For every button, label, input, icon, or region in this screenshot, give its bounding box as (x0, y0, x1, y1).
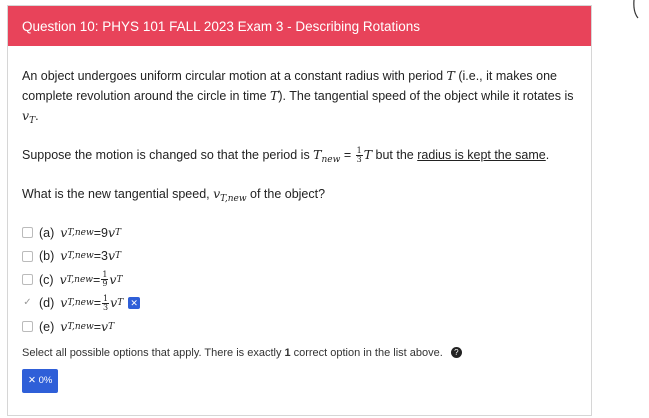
score-badge (22, 369, 58, 393)
option-b[interactable]: (b) v T,new = 3 v T (22, 245, 577, 269)
option-a[interactable]: (a) v T,new = 9 v T (22, 221, 577, 245)
help-icon[interactable]: ? (451, 347, 462, 358)
instructions: Select all possible options that apply. There is exactly 1 correct option in the list above. ? (22, 343, 577, 363)
fraction: $\frac{1}{3}$ (356, 146, 362, 165)
question-paragraph-1: An object undergoes uniform circular motion at a constant radius with period T (i.e., it makes one complete revolution around the circle in time T). The tangential speed of the object while it rotates is $v_T$. (22, 68, 574, 126)
checkbox-icon[interactable] (22, 251, 33, 262)
option-c[interactable]: (c) v T,new = $\frac{1}{9}$ v T (22, 268, 577, 292)
question-title: Question 10: PHYS 101 FALL 2023 Exam 3 - Describing Rotations (22, 18, 420, 34)
question-header (8, 6, 591, 46)
emphasis-underline: radius is kept the same (417, 148, 546, 162)
question-paragraph-2: Suppose the motion is changed so that the period is $T_{new}$ = $\frac{1}{3}$ T but the radius is kept the same. (22, 146, 550, 165)
checkbox-icon[interactable] (22, 274, 33, 285)
question-body (8, 66, 591, 393)
checkbox-icon[interactable] (22, 321, 33, 332)
option-d[interactable]: ✓ (d) v T,new = $\frac{1}{3}$ v T ✕ (22, 292, 577, 316)
question-card (7, 5, 592, 416)
incorrect-icon: ✕ (28, 374, 36, 386)
checkmark-icon[interactable]: ✓ (23, 297, 32, 309)
pen-stroke-mark (632, 0, 642, 20)
incorrect-icon: ✕ (128, 297, 140, 309)
score-value: 0% (38, 374, 53, 386)
checkbox-icon[interactable] (22, 227, 33, 238)
options-list (22, 221, 577, 339)
fraction: $\frac{1}{3}$ (103, 293, 109, 312)
fraction: $\frac{1}{9}$ (102, 270, 108, 289)
question-paragraph-3: What is the new tangential speed, $v_{T,new}$ of the object? (22, 186, 326, 204)
option-e[interactable]: (e) v T,new = v T (22, 315, 577, 339)
